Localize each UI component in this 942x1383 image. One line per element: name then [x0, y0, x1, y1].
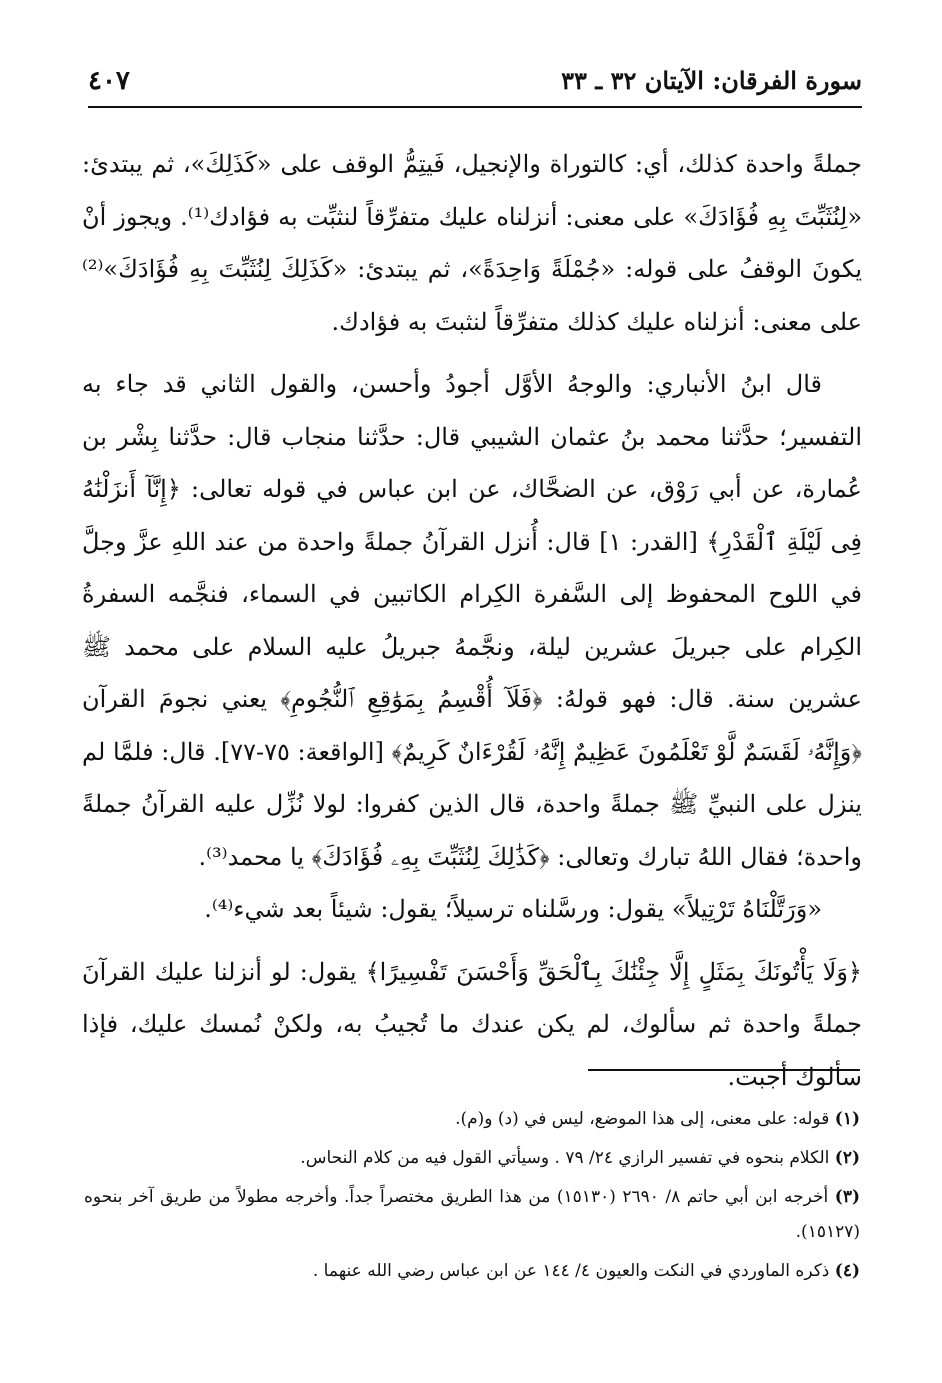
- paragraph-2: قال ابنُ الأنباري: والوجهُ الأوَّل أجودُ وأحسن، والقول الثاني قد جاء به التفسير؛ حدَّثنا محمد بنُ عثمان الشيبي قال: حدَّثنا منجاب قال: حدَّثنا بِشْر بن عُمارة، عن أبي رَوْق، عن الضحَّاك، عن ابن عباس في قوله تعالى: ﴿إِنَّآ أَنزَلْنَٰهُ فِى لَيْلَةِ ٱلْقَدْرِ﴾ [القدر: ١] قال: أُنزل القرآنُ جملةً واحدة من عند اللهِ عزَّ وجلَّ في اللوح المحفوظ إلى السَّفرة الكِرام الكاتبين في السماء، فنجَّمه السفرةُ الكِرام على جبريلَ عشرين ليلة، ونجَّمهُ جبريلُ عليه السلام على محمد ﷺ عشرين سنة. قال: فهو قولهُ: ﴿فَلَآ أُقْسِمُ بِمَوَٰقِعِ ٱلنُّجُومِ﴾ يعني نجومَ القرآن ﴿وَإِنَّهُۥ لَقَسَمٌ لَّوْ تَعْلَمُونَ عَظِيمٌ إِنَّهُۥ لَقُرْءَانٌ كَرِيمٌ﴾ [الواقعة: ٧٥-٧٧]. قال: فلمَّا لم ينزل على النبيِّ ﷺ جملةً واحدة، قال الذين كفروا: لولا نُزِّل عليه القرآنُ جملةً واحدة؛ فقال اللهُ تبارك وتعالى: ﴿كَذَٰلِكَ لِنُثَبِّتَ بِهِۦ فُؤَادَكَ﴾ يا محمد⁽³⁾.: [82, 370, 863, 871]
- page-number: ٤٠٧: [88, 66, 130, 96]
- footnote-text: ذكره الماوردي في النكت والعيون ٤/ ١٤٤ عن ابن عباس رضي الله عنهما .: [312, 1261, 830, 1281]
- header-rule: [88, 106, 862, 108]
- footnote-text: أخرجه ابن أبي حاتم ٨/ ٢٦٩٠ (١٥١٣٠) من هذا الطريق مختصراً جداً. وأخرجه مطولاً من طريق آخر بنحوه (١٥١٢٧).: [84, 1187, 860, 1242]
- paragraph-1: جملةً واحدة كذلك، أي: كالتوراة والإنجيل، فَيتِمُّ الوقف على «كَذَلِكَ»، ثم يبتدئ: «لِنُثَبِّتَ بِهِ فُؤَادَكَ» على معنى: أنزلناه عليك متفرِّقاً لنثبِّت به فؤادك⁽¹⁾. ويجوز أنْ يكونَ الوقفُ على قوله: «جُمْلَةً وَاحِدَةً»، ثم يبتدئ: «كَذَلِكَ لِنُثَبِّتَ بِهِ فُؤَادَكَ»⁽²⁾ على معنى: أنزلناه عليك كذلك متفرِّقاً لنثبتَ به فؤادك.: [82, 150, 862, 336]
- footnote-text: الكلام بنحوه في تفسير الرازي ٢٤/ ٧٩ . وسيأتي القول فيه من كلام النحاس.: [300, 1148, 830, 1168]
- main-text: [82, 138, 862, 1103]
- footnote-rule: [588, 1069, 860, 1071]
- paragraph-3: «وَرَتَّلْنَاهُ تَرْتِيلاً» يقول: ورسَّلناه ترسيلاً؛ يقول: شيئاً بعد شيء⁽⁴⁾.: [204, 895, 822, 923]
- footnote-1: [84, 1102, 860, 1137]
- footnote-3: [84, 1180, 860, 1250]
- footnote-number: (١): [834, 1109, 860, 1129]
- footnote-number: (٢): [834, 1148, 860, 1168]
- footnotes: [84, 1102, 860, 1293]
- footnote-number: (٣): [834, 1187, 860, 1207]
- running-header: [88, 58, 862, 106]
- footnote-2: [84, 1141, 860, 1176]
- footnote-text: قوله: على معنى، إلى هذا الموضع، ليس في (د) و(م).: [455, 1109, 830, 1129]
- paragraph-4: ﴿وَلَا يَأْتُونَكَ بِمَثَلٍ إِلَّا جِئْنَٰكَ بِٱلْحَقِّ وَأَحْسَنَ تَفْسِيرًا﴾ يقول: لو أنزلنا عليك القرآنَ جملةً واحدة ثم سألوك، لم يكن عندك ما تُجيبُ به، ولكنْ نُمسك عليك، فإذا سألوك أجبت.: [82, 957, 862, 1091]
- running-title: سورة الفرقان: الآيتان ٣٢ ـ ٣٣: [561, 66, 862, 95]
- footnote-4: [84, 1254, 860, 1289]
- footnote-number: (٤): [834, 1261, 860, 1281]
